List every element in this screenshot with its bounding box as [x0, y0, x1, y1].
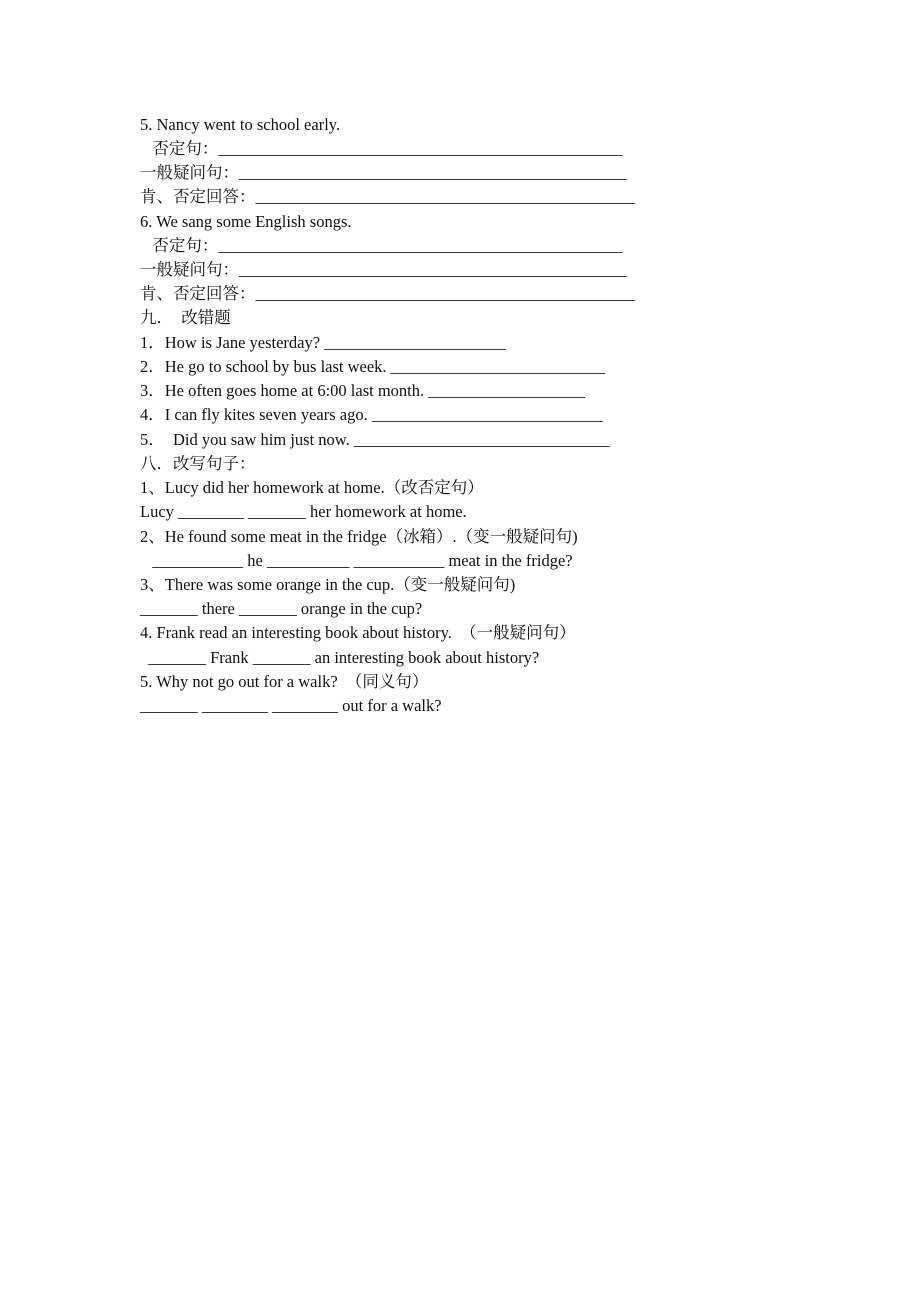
q5-question-blank: 一般疑问句：_______________________________________________: [140, 163, 627, 182]
rewrite-item-5: 5. Why not go out for a walk? （同义句）: [140, 672, 429, 691]
rewrite-item-3-blank: _______ there _______ orange in the cup?: [140, 599, 423, 618]
rewrite-item-5-blank: _______ ________ ________ out for a walk?: [140, 696, 442, 715]
section-nine-heading: 九． 改错题: [140, 308, 231, 327]
rewrite-item-3: 3、There was some orange in the cup.（变一般疑问句): [140, 575, 516, 594]
question-5-sentence: 5. Nancy went to school early.: [140, 115, 341, 134]
question-6-sentence: 6. We sang some English songs.: [140, 212, 352, 231]
correction-item-4: 4．I can fly kites seven years ago. ____________________________: [140, 405, 603, 424]
q6-question-blank: 一般疑问句：_______________________________________________: [140, 260, 627, 279]
correction-item-5: 5． Did you saw him just now. _______________________________: [140, 430, 610, 449]
q6-negative-blank: 否定句：_________________________________________________: [140, 236, 623, 255]
rewrite-item-1: 1、Lucy did her homework at home.（改否定句）: [140, 478, 484, 497]
correction-item-1: 1．How is Jane yesterday? ______________________: [140, 333, 506, 352]
correction-item-2: 2．He go to school by bus last week. __________________________: [140, 357, 606, 376]
q5-negative-blank: 否定句：_________________________________________________: [140, 139, 623, 158]
rewrite-item-2-blank: ___________ he __________ ___________ meat in the fridge?: [140, 551, 573, 570]
rewrite-item-1-blank: Lucy ________ _______ her homework at home.: [140, 502, 467, 521]
rewrite-item-2: 2、He found some meat in the fridge（冰箱）.（变一般疑问句): [140, 527, 578, 546]
correction-item-3: 3．He often goes home at 6:00 last month. ___________________: [140, 381, 585, 400]
section-eight-heading: 八．改写句子：: [140, 454, 256, 473]
q6-answer-blank: 肯、否定回答：______________________________________________: [140, 284, 635, 303]
q5-answer-blank: 肯、否定回答：______________________________________________: [140, 187, 635, 206]
rewrite-item-4-blank: _______ Frank _______ an interesting book about history?: [140, 648, 540, 667]
rewrite-item-4: 4. Frank read an interesting book about history. （一般疑问句）: [140, 623, 576, 642]
